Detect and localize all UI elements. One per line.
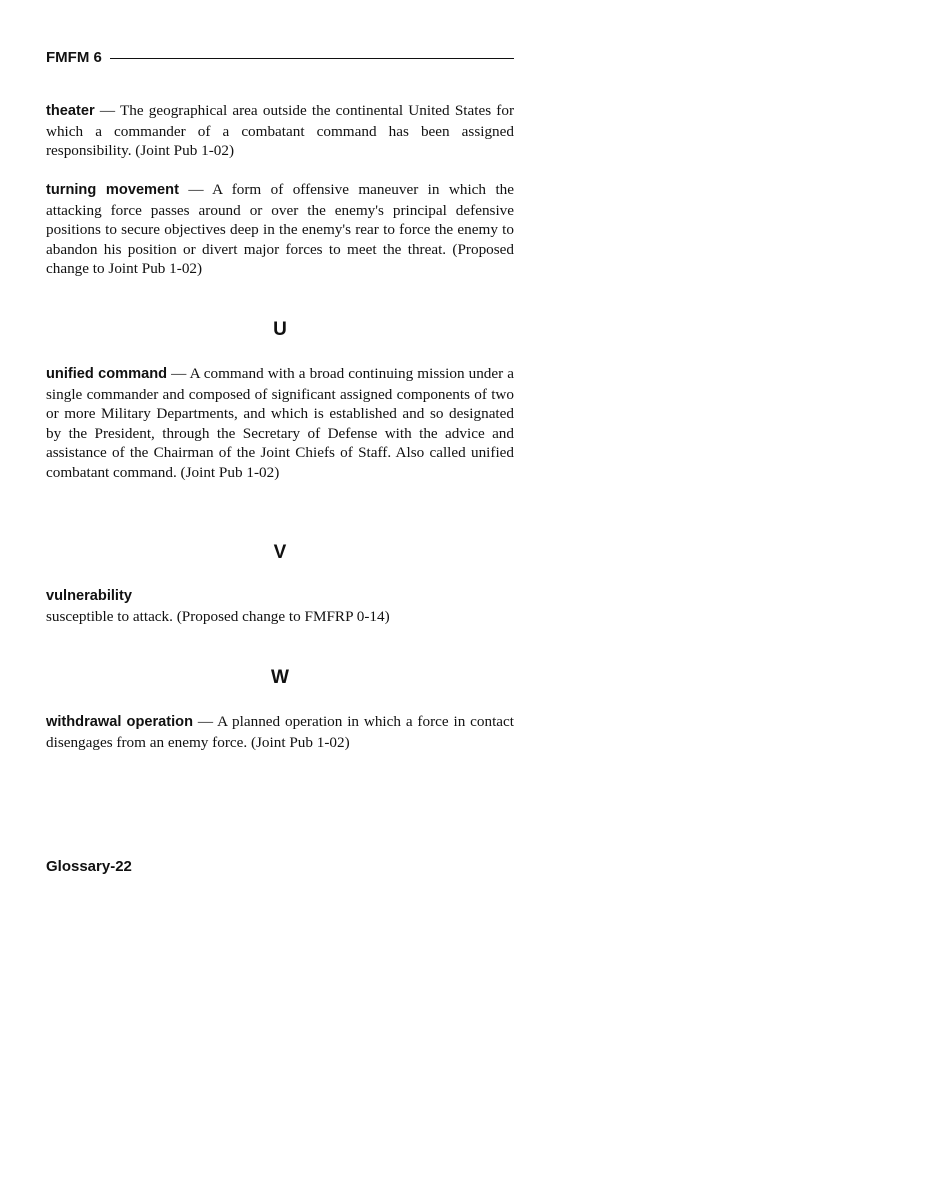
glossary-entry-unified-command bbox=[46, 364, 514, 483]
glossary-definition: The geographical area outside the continental United States for which a commander of a combatant command has been assigned responsibility. (Joint Pub 1-02) bbox=[46, 102, 515, 160]
page-number-footer: Glossary-22 bbox=[46, 858, 132, 875]
header-rule bbox=[110, 58, 514, 59]
glossary-definition: susceptible to attack. (Proposed change to FMFRP 0-14) bbox=[46, 607, 390, 625]
glossary-entry-turning-movement bbox=[46, 180, 514, 279]
glossary-term: unified command bbox=[46, 366, 168, 382]
glossary-term: vulnerability bbox=[46, 588, 132, 604]
glossary-definition: A form of offensive maneuver in which the attacking force passes around or over the enemy's principal defensive positions to secure objectives deep in the enemy's rear to force the enemy to abandon his position or divert major forces to meet the threat. (Proposed change to Joint Pub 1-02) bbox=[46, 181, 514, 278]
glossary-term: theater bbox=[46, 103, 95, 119]
glossary-definition: A command with a broad continuing mission under a single commander and composed of significant assigned components of two or more Military Departments, and which is established and so designated by the President, through the Secretary of Defense with the advice and assistance of the Chairman of the Joint Chiefs of Staff. Also called unified combatant command. (Joint Pub 1-02) bbox=[46, 365, 514, 481]
term-dash: — bbox=[178, 181, 213, 198]
section-letter-w: W bbox=[271, 667, 289, 688]
term-dash: — bbox=[193, 713, 218, 730]
header-publication-label: FMFM 6 bbox=[46, 48, 102, 66]
running-header bbox=[46, 47, 514, 67]
glossary-term: turning movement bbox=[46, 182, 179, 198]
term-dash: — bbox=[167, 365, 190, 382]
term-dash: — bbox=[94, 102, 120, 119]
section-letter-v: V bbox=[273, 542, 287, 563]
glossary-entry-withdrawal-operation bbox=[46, 712, 514, 752]
section-letter-u: U bbox=[273, 319, 287, 340]
glossary-entry-theater bbox=[46, 101, 514, 161]
glossary-definition: A planned operation in which a force in contact disengages from an enemy force. (Joint Pub 1-02) bbox=[46, 713, 514, 751]
glossary-entry-vulnerability bbox=[46, 587, 514, 626]
glossary-term: withdrawal operation bbox=[46, 714, 194, 730]
